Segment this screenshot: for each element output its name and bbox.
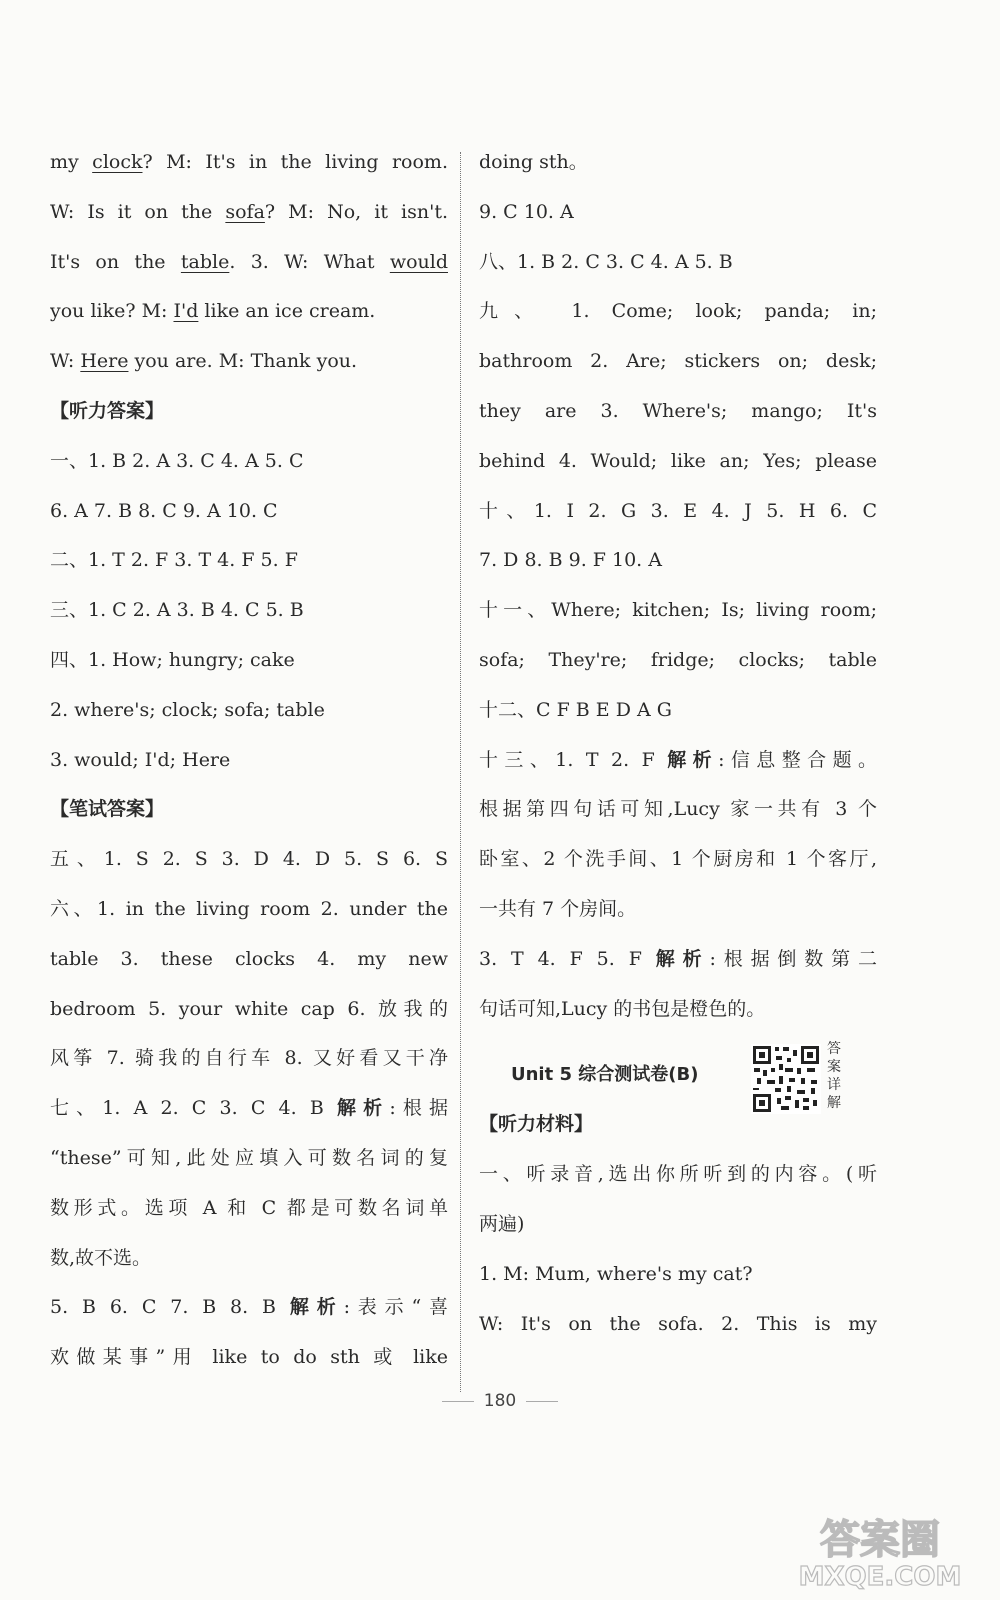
- unit-title-row: [479, 1038, 877, 1112]
- page-number: 180: [0, 1391, 1000, 1411]
- answer-line: doing sth。: [479, 151, 588, 173]
- answer-line: 五、1. S 2. S 3. D 4. D 5. S 6. S: [50, 848, 448, 871]
- answer-line: 九、 1. Come; look; panda; in;: [479, 300, 877, 323]
- answer-line: bathroom 2. Are; stickers on; desk;: [479, 350, 877, 373]
- answer-line: 数,故不选。: [50, 1246, 152, 1269]
- analysis-label: 解析: [655, 947, 710, 970]
- answer-line: 六、1. in the living room 2. under the: [50, 897, 448, 920]
- answer-line: 一共有 7 个房间。: [479, 897, 637, 920]
- watermark-url: MXQE.COM: [798, 1562, 962, 1592]
- answer-line: 十一、Where; kitchen; Is; living room;: [479, 599, 877, 622]
- column-divider: [460, 152, 461, 1392]
- instruction-line: 两遍): [479, 1212, 525, 1235]
- answer-line: 3. T 4. F 5. F 解析:根据倒数第二: [479, 947, 877, 970]
- answer-line: 3. would; I'd; Here: [50, 748, 231, 771]
- instruction-line: 一、听录音,选出你所听到的内容。(听: [479, 1163, 877, 1186]
- answer-line: “these”可知,此处应填入可数名词的复: [50, 1146, 448, 1169]
- answer-line: 句话可知,Lucy 的书包是橙色的。: [479, 997, 766, 1020]
- answer-line: they are 3. Where's; mango; It's: [479, 399, 877, 422]
- answer-line: 二、1. T 2. F 3. T 4. F 5. F: [50, 549, 298, 572]
- section-heading-written: 【笔试答案】: [50, 798, 165, 821]
- answer-line: 三、1. C 2. A 3. B 4. C 5. B: [50, 599, 304, 622]
- analysis-label: 解析: [337, 1097, 390, 1120]
- answer-line: bedroom 5. your white cap 6. 放我的: [50, 997, 448, 1020]
- answer-line: 数形式。选项 A 和 C 都是可数名词单: [50, 1196, 448, 1219]
- answer-line: 风筝 7. 骑我的自行车 8. 又好看又干净: [50, 1047, 448, 1070]
- answer-line: 八、1. B 2. C 3. C 4. A 5. B: [479, 250, 733, 273]
- answer-line: 欢做某事”用 like to do sth 或 like: [50, 1346, 448, 1369]
- dialogue-line: 1. M: Mum, where's my cat?: [479, 1262, 753, 1285]
- qr-code-icon[interactable]: [751, 1044, 821, 1114]
- answer-line: behind 4. Would; like an; Yes; please: [479, 449, 877, 472]
- answer-line: 十二、C F B E D A G: [479, 698, 672, 721]
- analysis-label: 解析: [667, 748, 719, 771]
- dialogue-line: W: Is it on the sofa? M: No, it isn't.: [50, 200, 448, 223]
- section-heading-material: 【听力材料】: [479, 1113, 594, 1136]
- answer-line: 七、1. A 2. C 3. C 4. B 解析:根据: [50, 1097, 448, 1120]
- answer-line: 十三、1. T 2. F 解析:信息整合题。: [479, 748, 877, 771]
- answer-line: 四、1. How; hungry; cake: [50, 648, 295, 671]
- unit-title: Unit 5 综合测试卷(B): [511, 1064, 699, 1086]
- qr-label: 答案详解: [827, 1041, 841, 1112]
- analysis-label: 解析: [289, 1296, 344, 1319]
- right-column: [479, 150, 877, 1361]
- dialogue-line: W: Here you are. M: Thank you.: [50, 350, 358, 373]
- watermark-logo: [780, 1505, 980, 1595]
- answer-line: 卧室、2 个洗手间、1 个厨房和 1 个客厅,: [479, 848, 877, 871]
- dialogue-line: you like? M: I'd like an ice cream.: [50, 300, 376, 323]
- answer-line: 7. D 8. B 9. F 10. A: [479, 549, 662, 572]
- answer-line: table 3. these clocks 4. my new: [50, 947, 448, 970]
- answer-line: 9. C 10. A: [479, 200, 574, 223]
- answer-line: 根据第四句话可知,Lucy 家一共有 3 个: [479, 798, 877, 821]
- section-heading-listening: 【听力答案】: [50, 399, 165, 422]
- answer-line: 6. A 7. B 8. C 9. A 10. C: [50, 499, 278, 522]
- answer-line: 十、1. I 2. G 3. E 4. J 5. H 6. C: [479, 499, 877, 522]
- dialogue-line: W: It's on the sofa. 2. This is my: [479, 1312, 877, 1335]
- answer-line: 2. where's; clock; sofa; table: [50, 698, 325, 721]
- dialogue-line: my clock? M: It's in the living room.: [50, 151, 448, 173]
- answer-line: sofa; They're; fridge; clocks; table: [479, 648, 877, 671]
- watermark-text: 答案圈: [820, 1517, 940, 1563]
- answer-line: 一、1. B 2. A 3. C 4. A 5. C: [50, 449, 304, 472]
- dialogue-line: It's on the table. 3. W: What would: [50, 250, 448, 273]
- left-column: [50, 150, 448, 1395]
- answer-line: 5. B 6. C 7. B 8. B 解析:表示“喜: [50, 1296, 448, 1319]
